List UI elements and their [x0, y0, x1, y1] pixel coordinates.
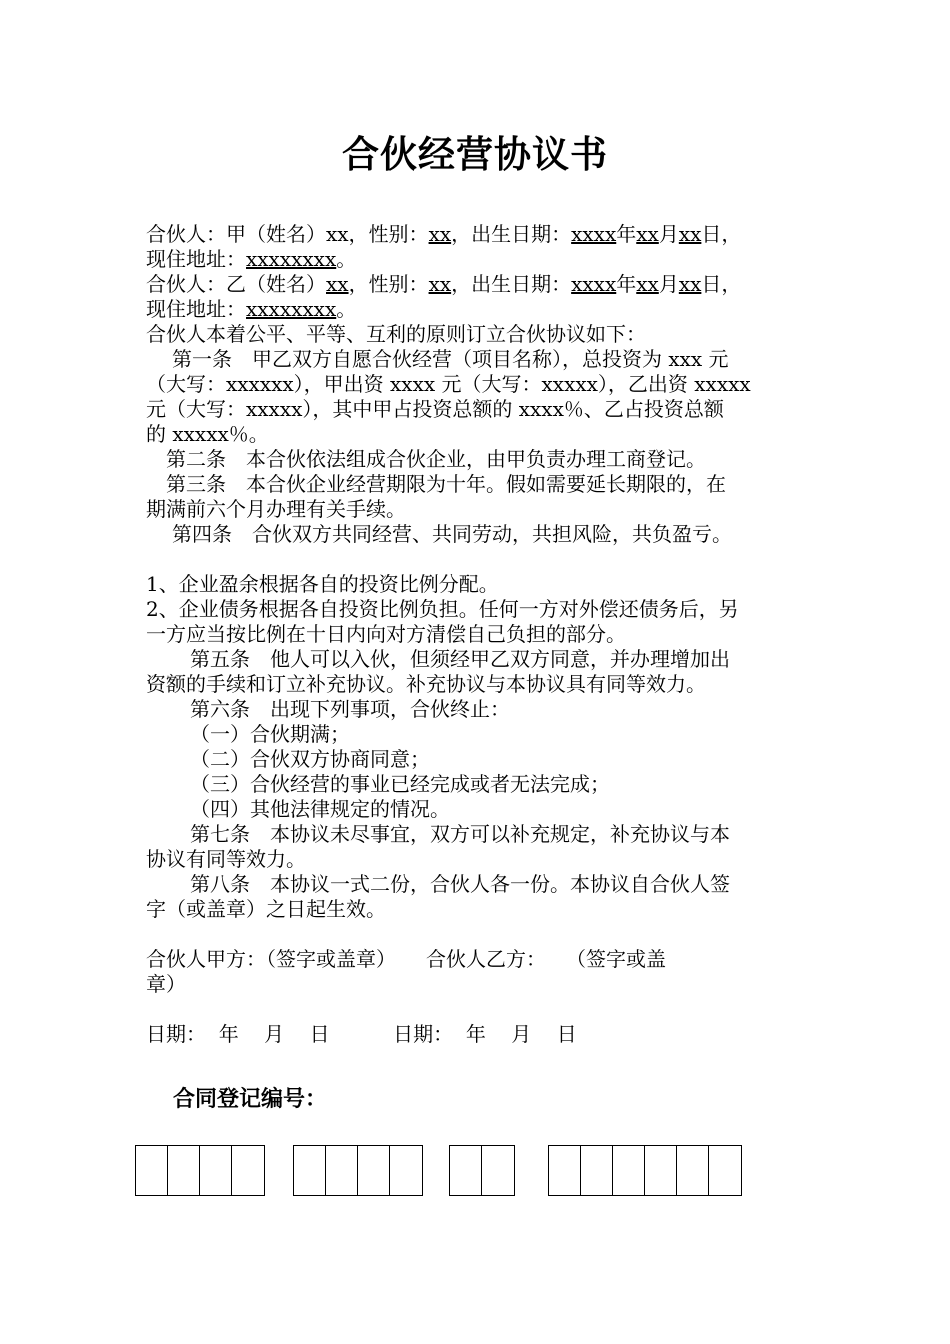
- number-box[interactable]: [326, 1146, 358, 1195]
- partner-b-month-unit: 月: [658, 272, 679, 296]
- termination-item-2: （二）合伙双方协商同意；: [190, 747, 430, 771]
- article-7-line-2: 协议有同等效力。: [146, 847, 306, 871]
- box-group-1: [135, 1145, 265, 1196]
- box-group-4: [548, 1145, 742, 1196]
- article-6-line: 第六条 出现下列事项，合伙终止：: [190, 697, 510, 721]
- partner-b-day: xx: [678, 272, 702, 296]
- termination-item-1: （一）合伙期满；: [190, 722, 350, 746]
- partner-a-gender: xx: [428, 222, 452, 246]
- signature-line-end: 章）: [146, 972, 186, 996]
- number-box[interactable]: [232, 1146, 264, 1195]
- partner-a-address-label: 现住地址：: [146, 247, 246, 271]
- partner-a-day: xx: [678, 222, 702, 246]
- partner-b-address: xxxxxxxx: [246, 297, 337, 321]
- partner-a-month-unit: 月: [658, 222, 679, 246]
- partner-a-address-end: 。: [336, 247, 357, 271]
- number-box[interactable]: [136, 1146, 168, 1195]
- spacer: [146, 997, 816, 1022]
- number-box[interactable]: [645, 1146, 677, 1195]
- box-group-2: [293, 1145, 423, 1196]
- article-1-line-2: （大写：xxxxxx），甲出资 xxxx 元（大写：xxxxx），乙出资 xxxxx: [146, 372, 751, 396]
- article-8-line-2: 字（或盖章）之日起生效。: [146, 897, 386, 921]
- spacer: [146, 547, 816, 572]
- number-box[interactable]: [200, 1146, 232, 1195]
- number-box[interactable]: [450, 1146, 482, 1195]
- article-8-line-1: 第八条 本协议一式二份，合伙人各一份。本协议自合伙人签: [190, 872, 730, 896]
- partner-b-address-end: 。: [336, 297, 357, 321]
- number-box[interactable]: [581, 1146, 613, 1195]
- signature-line: 合伙人甲方：（签字或盖章） 合伙人乙方： （签字或盖: [146, 947, 666, 971]
- profit-item: 1、企业盈余根据各自的投资比例分配。: [146, 572, 499, 596]
- debt-item-line-2: 一方应当按比例在十日内向对方清偿自己负担的部分。: [146, 622, 626, 646]
- article-3-line-2: 期满前六个月办理有关手续。: [146, 497, 406, 521]
- partner-a-dob-label: ，出生日期：: [451, 222, 572, 246]
- agreement-body: [146, 222, 816, 1047]
- number-box[interactable]: [613, 1146, 645, 1195]
- number-box[interactable]: [677, 1146, 709, 1195]
- number-box[interactable]: [358, 1146, 390, 1195]
- article-2-line: 第二条 本合伙依法组成合伙企业，由甲负责办理工商登记。: [166, 447, 706, 471]
- number-box[interactable]: [482, 1146, 514, 1195]
- termination-item-3: （三）合伙经营的事业已经完成或者无法完成；: [190, 772, 610, 796]
- date-line: 日期： 年 月 日 日期： 年 月 日: [146, 1022, 577, 1046]
- article-5-line-1: 第五条 他人可以入伙，但须经甲乙双方同意，并办理增加出: [190, 647, 730, 671]
- document-title: 合伙经营协议书: [342, 133, 608, 176]
- partner-a-year: xxxx: [571, 222, 617, 246]
- partner-a-prefix: 合伙人：甲（姓名）xx，性别：: [146, 222, 429, 246]
- partner-a-address: xxxxxxxx: [246, 247, 337, 271]
- partner-b-month: xx: [636, 272, 659, 296]
- article-3-line-1: 第三条 本合伙企业经营期限为十年。假如需要延长期限的，在: [166, 472, 726, 496]
- partner-b-address-line: [146, 297, 816, 322]
- article-1-line-3: 元（大写：xxxxx），其中甲占投资总额的 xxxx％、乙占投资总额: [146, 397, 724, 421]
- partner-b-gender-label: ，性别：: [348, 272, 429, 296]
- debt-item-line-1: 2、企业债务根据各自投资比例负担。任何一方对外偿还债务后，另: [146, 597, 739, 621]
- number-box[interactable]: [709, 1146, 741, 1195]
- article-1-line-4: 的 xxxxx％。: [146, 422, 269, 446]
- number-box[interactable]: [168, 1146, 200, 1195]
- termination-item-4: （四）其他法律规定的情况。: [190, 797, 450, 821]
- partner-b-year: xxxx: [571, 272, 617, 296]
- intro-line: 合伙人本着公平、平等、互利的原则订立合伙协议如下：: [146, 322, 646, 346]
- box-group-3: [449, 1145, 515, 1196]
- partner-a-day-unit: 日，: [701, 222, 742, 246]
- partner-b-name: xx: [326, 272, 349, 296]
- partner-b-line: [146, 272, 816, 297]
- article-5-line-2: 资额的手续和订立补充协议。补充协议与本协议具有同等效力。: [146, 672, 706, 696]
- partner-b-day-unit: 日，: [701, 272, 742, 296]
- number-box[interactable]: [294, 1146, 326, 1195]
- partner-b-dob-label: ，出生日期：: [451, 272, 572, 296]
- spacer: [146, 922, 816, 947]
- number-box[interactable]: [549, 1146, 581, 1195]
- partner-b-gender: xx: [428, 272, 452, 296]
- article-7-line-1: 第七条 本协议未尽事宜，双方可以补充规定，补充协议与本: [190, 822, 730, 846]
- registration-number-label: 合同登记编号：: [173, 1087, 328, 1112]
- article-1-line-1: 第一条 甲乙双方自愿合伙经营（项目名称），总投资为 xxx 元: [172, 347, 729, 371]
- partner-b-year-unit: 年: [616, 272, 637, 296]
- partner-a-month: xx: [636, 222, 659, 246]
- number-box[interactable]: [390, 1146, 422, 1195]
- article-4-line: 第四条 合伙双方共同经营、共同劳动，共担风险，共负盈亏。: [172, 522, 732, 546]
- partner-b-address-label: 现住地址：: [146, 297, 246, 321]
- partner-a-line: [146, 222, 816, 247]
- partner-a-address-line: [146, 247, 816, 272]
- partner-b-prefix: 合伙人：乙（姓名）: [146, 272, 326, 296]
- partner-a-year-unit: 年: [616, 222, 637, 246]
